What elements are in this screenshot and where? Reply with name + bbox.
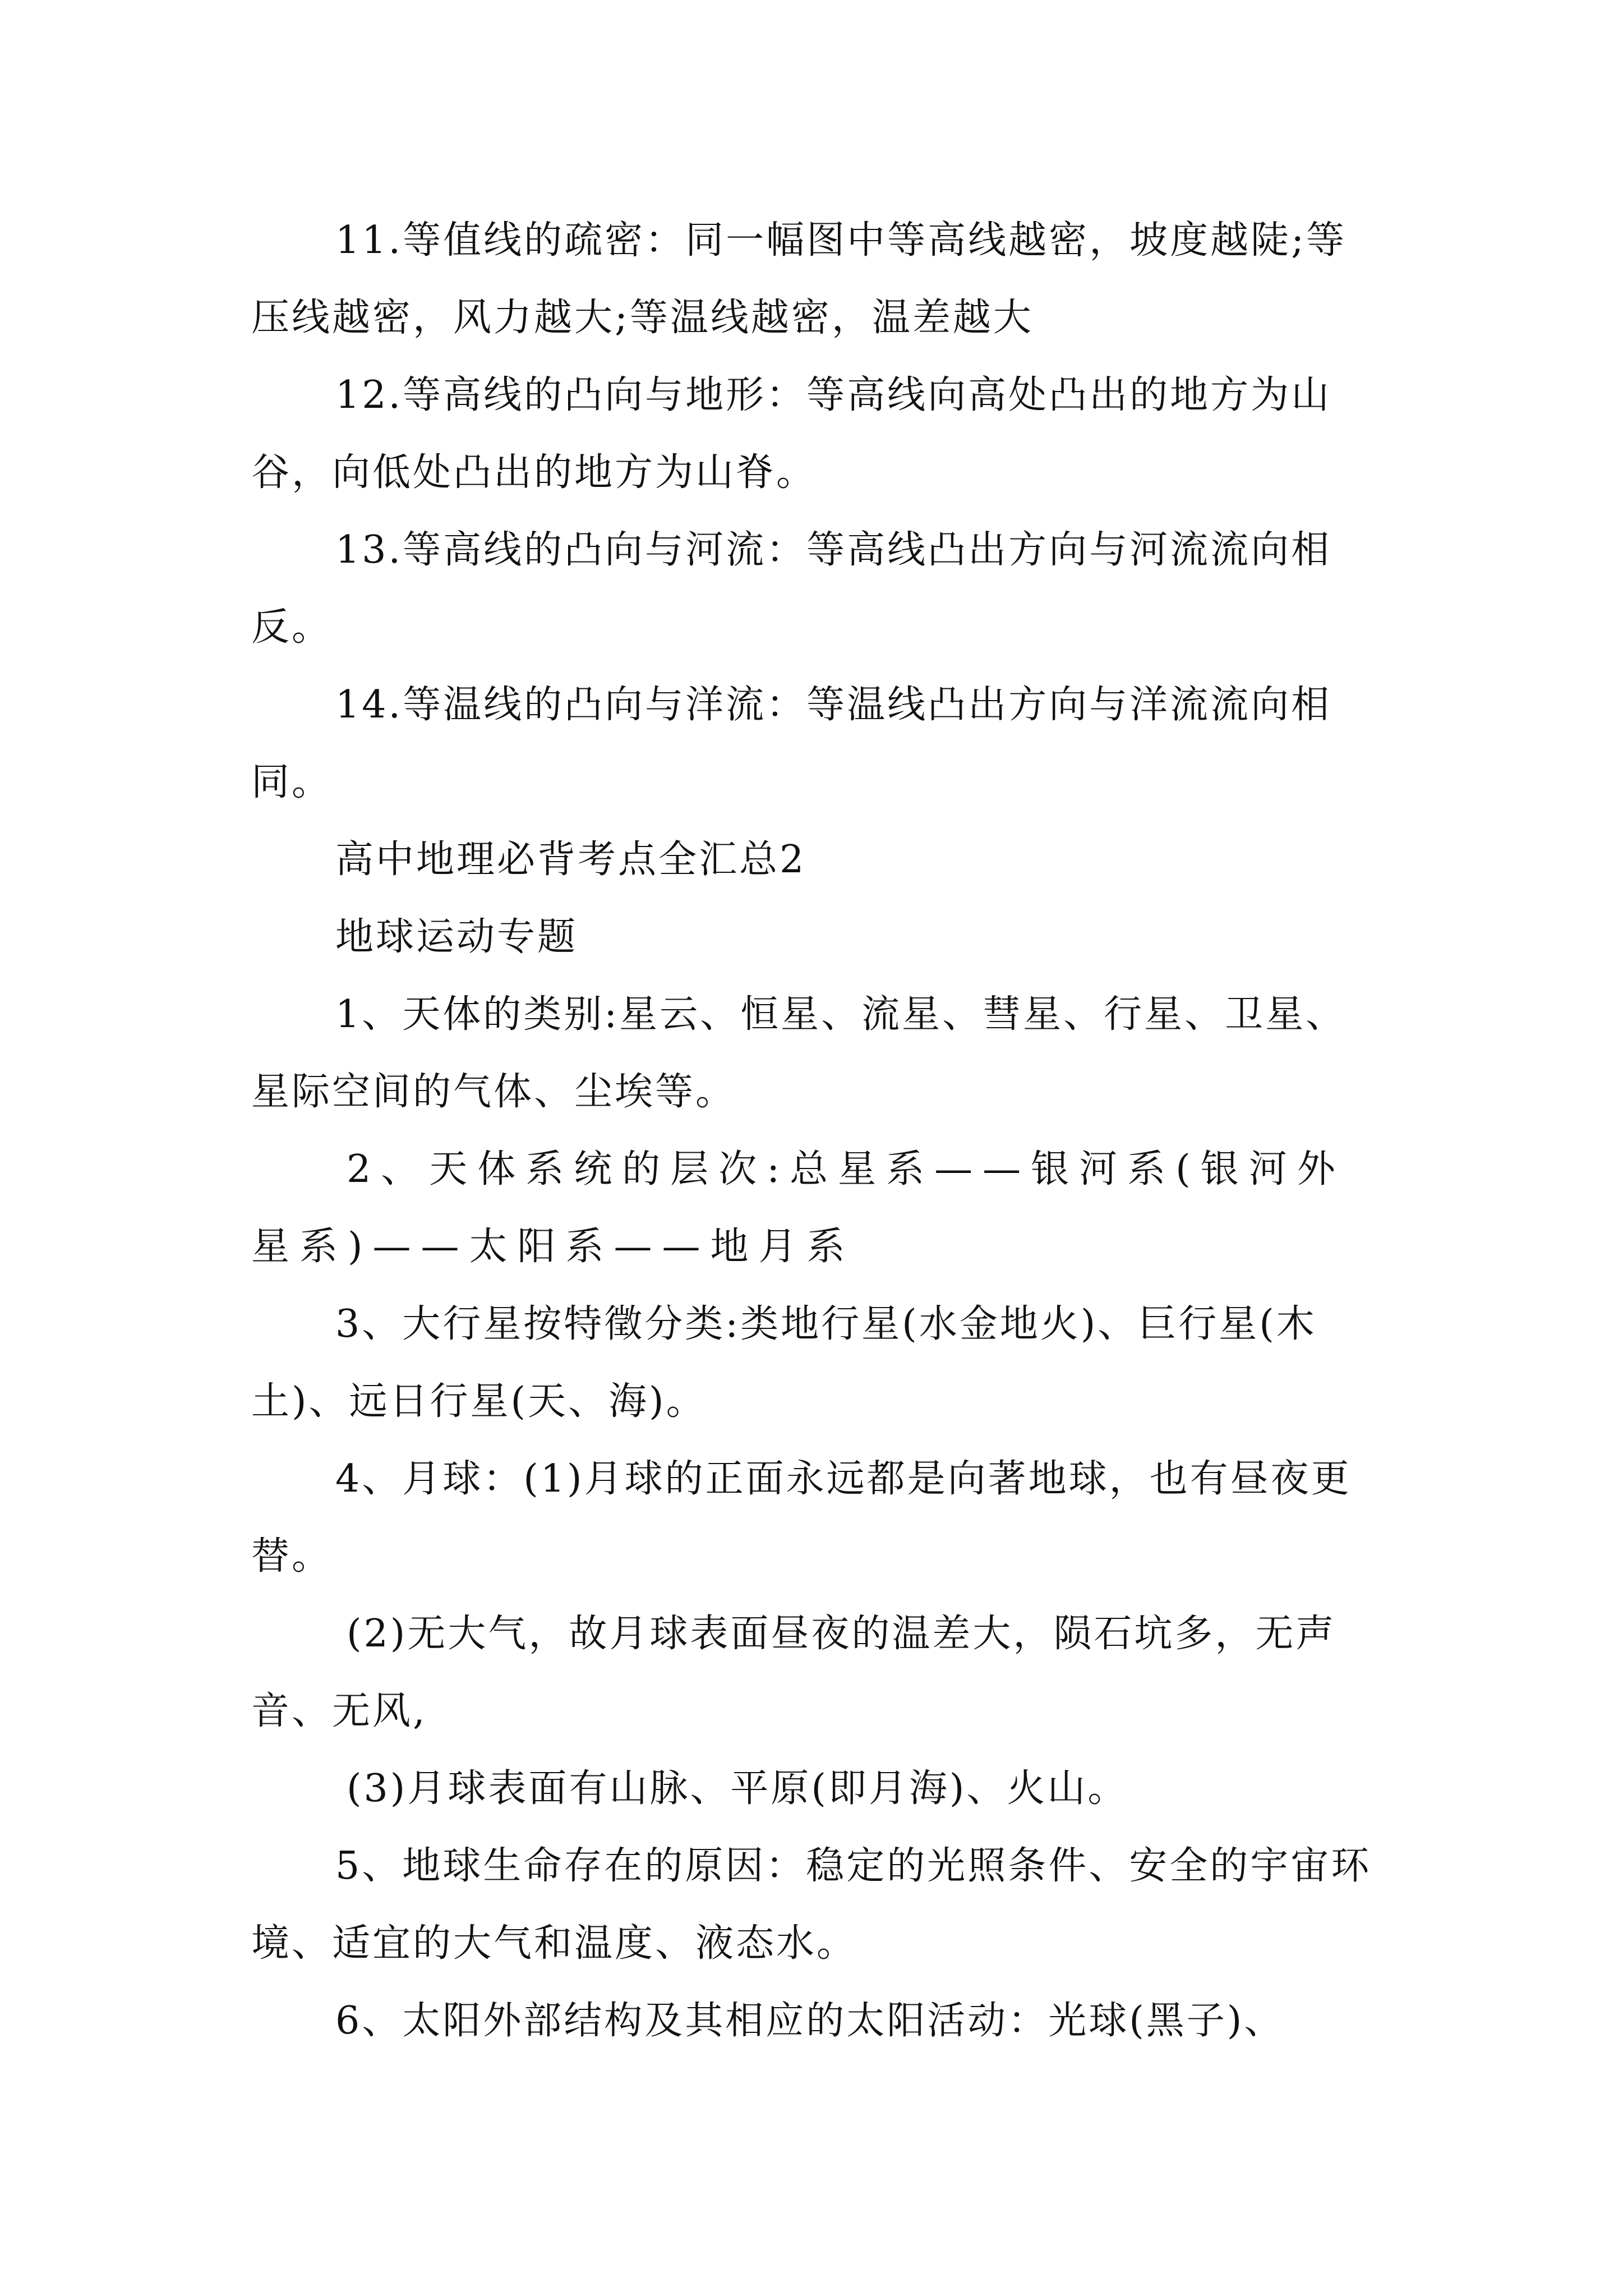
paragraph-14: 14.等温线的凸向与洋流：等温线凸出方向与洋流流向相同。 bbox=[251, 683, 1332, 804]
paragraph-q6: 6、太阳外部结构及其相应的太阳活动：光球(黑子)、 bbox=[335, 1999, 1285, 2043]
section-heading: 地球运动专题 bbox=[335, 915, 578, 959]
paragraph-12: 12.等高线的凸向与地形：等高线向高处凸出的地方为山谷，向低处凸出的地方为山脊。 bbox=[251, 373, 1332, 495]
paragraph-q2: 2、天体系统的层次:总星系——银河系(银河外星系)——太阳系——地月系 bbox=[251, 1147, 1345, 1269]
paragraph-q4: 4、月球：(1)月球的正面永远都是向著地球，也有昼夜更替。 bbox=[251, 1457, 1352, 1579]
paragraph-q3: 3、大行星按特徵分类:类地行星(水金地火)、巨行星(木土)、远日行星(天、海)。 bbox=[251, 1302, 1317, 1424]
paragraph-11: 11.等值线的疏密：同一幅图中等高线越密，坡度越陡;等压线越密，风力越大;等温线越密，温差越大 bbox=[251, 218, 1347, 340]
paragraph-q4-2: (2)无大气，故月球表面昼夜的温差大，陨石坑多，无声音、无风, bbox=[251, 1612, 1336, 1733]
document-title: 高中地理必背考点全汇总2 bbox=[335, 838, 806, 882]
paragraph-q5: 5、地球生命存在的原因：稳定的光照条件、安全的宇宙环境、适宜的大气和温度、液态水。 bbox=[251, 1844, 1372, 1966]
paragraph-q4-3: (3)月球表面有山脉、平原(即月海)、火山。 bbox=[347, 1766, 1128, 1811]
document-body bbox=[251, 202, 1378, 2060]
paragraph-13: 13.等高线的凸向与河流：等高线凸出方向与河流流向相反。 bbox=[251, 528, 1332, 650]
paragraph-q1: 1、天体的类别:星云、恒星、流星、彗星、行星、卫星、星际空间的气体、尘埃等。 bbox=[251, 992, 1347, 1114]
